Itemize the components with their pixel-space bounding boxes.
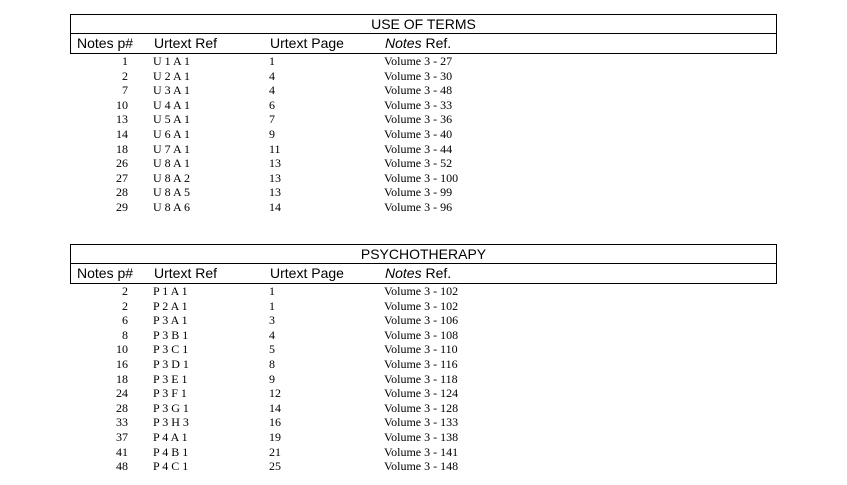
table-row [70,430,777,445]
section-title: USE OF TERMS [70,14,777,34]
notes-page-cell: 8 [122,327,128,342]
notes-ref-cell: Volume 3 - 99 [384,185,453,200]
urtext-page-cell: 19 [269,429,281,444]
notes-page-cell: 2 [122,298,128,313]
notes-page-cell: 10 [116,342,128,357]
notes-page-cell: 14 [116,126,128,141]
urtext-ref-cell: P 4 A 1 [153,429,188,444]
notes-page-cell: 16 [116,356,128,371]
table-row [70,342,777,357]
urtext-ref-cell: U 6 A 1 [153,126,191,141]
urtext-page-cell: 1 [269,54,275,68]
header-notes-ref [385,264,451,283]
urtext-page-cell: 1 [269,284,275,298]
urtext-page-cell: 9 [269,126,275,141]
urtext-ref-cell: P 2 A 1 [153,298,188,313]
notes-ref-cell: Volume 3 - 108 [384,327,459,342]
table-row [70,83,777,98]
notes-page-cell: 13 [116,112,128,127]
table-row [70,445,777,460]
table-row [70,372,777,387]
urtext-page-cell: 4 [269,83,275,98]
urtext-page-cell: 14 [269,400,281,415]
notes-ref-cell: Volume 3 - 40 [384,126,453,141]
urtext-page-cell: 21 [269,444,281,459]
notes-ref-cell: Volume 3 - 102 [384,298,459,313]
table-row [70,54,777,69]
urtext-ref-cell: U 8 A 2 [153,170,191,185]
table-row [70,127,777,142]
notes-ref-cell: Volume 3 - 110 [384,342,458,357]
notes-ref-cell: Volume 3 - 138 [384,429,459,444]
urtext-ref-cell: P 1 A 1 [153,284,188,298]
urtext-ref-cell: P 4 C 1 [153,459,189,474]
table-row [70,299,777,314]
urtext-page-cell: 3 [269,313,275,328]
urtext-ref-cell: P 3 B 1 [153,327,189,342]
table-row [70,142,777,157]
notes-ref-cell: Volume 3 - 148 [384,459,459,474]
header-notes-ref-italic: Notes [385,265,422,281]
table-body [70,54,777,215]
header-urtext-ref: Urtext Ref [154,35,218,51]
urtext-page-cell: 4 [269,327,275,342]
urtext-ref-cell: U 8 A 5 [153,185,191,200]
urtext-page-cell: 8 [269,356,275,371]
urtext-ref-cell: U 4 A 1 [153,97,191,112]
notes-ref-cell: Volume 3 - 124 [384,386,459,401]
notes-ref-cell: Volume 3 - 116 [384,356,458,371]
table-body [70,284,777,474]
table-row [70,401,777,416]
notes-ref-cell: Volume 3 - 100 [384,170,459,185]
notes-page-cell: 29 [116,199,128,214]
urtext-ref-cell: U 8 A 1 [153,156,191,171]
urtext-ref-cell: U 2 A 1 [153,68,191,83]
column-header-row [70,34,777,54]
column-header-row [70,264,777,284]
notes-page-cell: 26 [116,156,128,171]
header-notes-ref [385,34,451,53]
psychotherapy-section [70,244,777,474]
urtext-page-cell: 7 [269,112,275,127]
notes-ref-cell: Volume 3 - 102 [384,284,459,298]
notes-page-cell: 18 [116,141,128,156]
urtext-ref-cell: P 3 D 1 [153,356,189,371]
notes-page-cell: 7 [122,83,128,98]
header-urtext-page: Urtext Page [270,35,344,51]
table-row [70,357,777,372]
notes-page-cell: 1 [122,54,128,68]
notes-page-cell: 10 [116,97,128,112]
urtext-page-cell: 13 [269,156,281,171]
urtext-ref-cell: U 3 A 1 [153,83,191,98]
table-row [70,200,777,215]
notes-page-cell: 2 [122,284,128,298]
urtext-ref-cell: P 3 E 1 [153,371,188,386]
table-row [70,328,777,343]
urtext-ref-cell: P 4 B 1 [153,444,189,459]
urtext-page-cell: 6 [269,97,275,112]
header-notes-ref-rest: Ref. [421,35,452,51]
header-urtext-ref: Urtext Ref [154,265,218,281]
table-row [70,415,777,430]
notes-ref-cell: Volume 3 - 118 [384,371,458,386]
notes-page-cell: 2 [122,68,128,83]
notes-page-cell: 27 [116,170,128,185]
urtext-ref-cell: U 1 A 1 [153,54,191,68]
urtext-ref-cell: U 5 A 1 [153,112,191,127]
notes-ref-cell: Volume 3 - 106 [384,313,459,328]
use-of-terms-section [70,14,777,215]
notes-page-cell: 18 [116,371,128,386]
notes-page-cell: 24 [116,386,128,401]
urtext-ref-cell: P 3 C 1 [153,342,189,357]
notes-ref-cell: Volume 3 - 133 [384,415,459,430]
notes-ref-cell: Volume 3 - 30 [384,68,453,83]
notes-page-cell: 48 [116,459,128,474]
table-row [70,156,777,171]
urtext-page-cell: 13 [269,185,281,200]
header-notes-ref-italic: Notes [385,35,422,51]
urtext-ref-cell: P 3 H 3 [153,415,189,430]
urtext-ref-cell: U 7 A 1 [153,141,191,156]
urtext-page-cell: 12 [269,386,281,401]
urtext-page-cell: 13 [269,170,281,185]
header-urtext-page: Urtext Page [270,265,344,281]
urtext-page-cell: 16 [269,415,281,430]
notes-page-cell: 6 [122,313,128,328]
notes-page-cell: 33 [116,415,128,430]
notes-ref-cell: Volume 3 - 27 [384,54,453,68]
table-row [70,69,777,84]
table-row [70,171,777,186]
table-row [70,98,777,113]
header-notes-page: Notes p# [77,35,134,51]
table-row [70,313,777,328]
table-row [70,284,777,299]
urtext-page-cell: 11 [269,141,281,156]
notes-ref-cell: Volume 3 - 36 [384,112,453,127]
urtext-page-cell: 14 [269,199,281,214]
notes-ref-cell: Volume 3 - 141 [384,444,459,459]
notes-ref-cell: Volume 3 - 52 [384,156,453,171]
header-notes-ref-rest: Ref. [421,265,452,281]
notes-page-cell: 41 [116,444,128,459]
table-row [70,459,777,474]
table-row [70,112,777,127]
urtext-page-cell: 5 [269,342,275,357]
urtext-ref-cell: P 3 F 1 [153,386,187,401]
table-row [70,185,777,200]
urtext-page-cell: 1 [269,298,275,313]
urtext-ref-cell: U 8 A 6 [153,199,191,214]
notes-page-cell: 37 [116,429,128,444]
urtext-ref-cell: P 3 A 1 [153,313,188,328]
notes-page-cell: 28 [116,400,128,415]
table-row [70,386,777,401]
notes-ref-cell: Volume 3 - 48 [384,83,453,98]
section-title: PSYCHOTHERAPY [70,244,777,264]
urtext-page-cell: 25 [269,459,281,474]
notes-page-cell: 28 [116,185,128,200]
notes-ref-cell: Volume 3 - 96 [384,199,453,214]
urtext-ref-cell: P 3 G 1 [153,400,189,415]
header-notes-page: Notes p# [77,265,134,281]
notes-ref-cell: Volume 3 - 44 [384,141,453,156]
notes-ref-cell: Volume 3 - 128 [384,400,459,415]
notes-ref-cell: Volume 3 - 33 [384,97,453,112]
urtext-page-cell: 4 [269,68,275,83]
urtext-page-cell: 9 [269,371,275,386]
